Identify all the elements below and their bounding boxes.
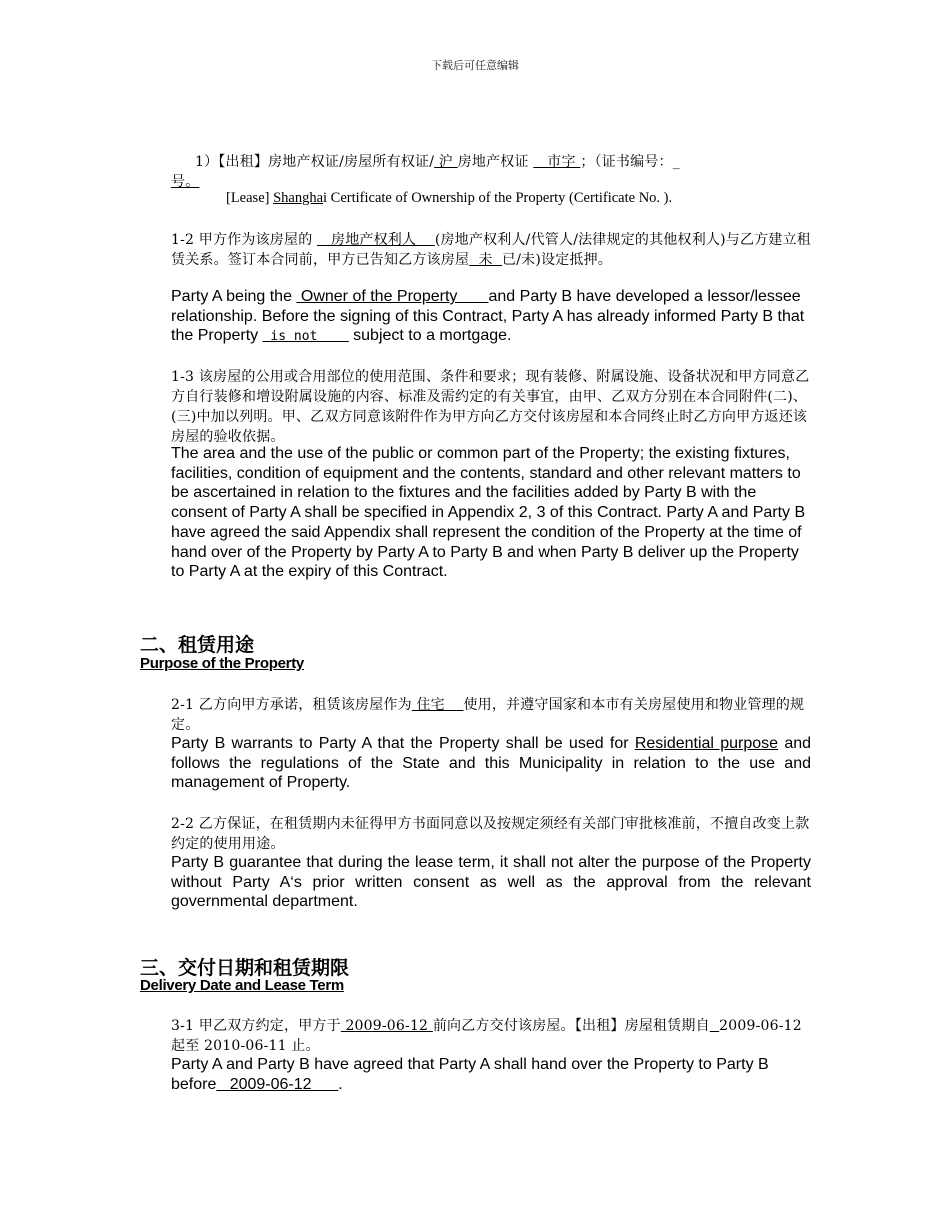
clause-1-2-en: Party A being the Owner of the Property and Party B have developed a lessor/lessee relationship. Before the signing of this Contract, Party A has already informed Party B that the Property is not subject to a mortgage.	[171, 288, 805, 345]
clause-2-1-cn: 2-1 乙方向甲方承诺，租赁该房屋作为 住宅 使用，并遵守国家和本市有关房屋使用和物业管理的规定。	[171, 697, 805, 733]
clause-1-2-cn: 1-2 甲方作为该房屋的 房地产权利人 (房地产权利人/代管人/法律规定的其他权利人)与乙方建立租赁关系。签订本合同前，甲方已告知乙方该房屋 未 已/未)设定抵押。	[171, 232, 811, 268]
clause-2-2-en: Party B guarantee that during the lease term, it shall not alter the purpose of the Property without Party A‘s prior written consent as well as the approval from the relevant governmental department.	[171, 854, 811, 911]
clause-1-3-en: The area and the use of the public or common part of the Property; the existing fixtures, facilities, condition of equipment and the contents, standard and other relevant matters to be ascertained in relation to the fixtures and the facilities added by Party B with the consent of Party A shall be specified in Appendix 2, 3 of this Contract. Party A and Party B have agreed the said Appendix shall represent the condition of the Property at the time of hand over of the Property by Party A to Party B and when Party B deliver up the Property to Party A at the expiry of this Contract.	[171, 445, 806, 581]
section-2-title: 二、租赁用途	[140, 634, 255, 656]
page-header: 下载后可任意编辑	[431, 59, 519, 72]
clause-2-2-cn: 2-2 乙方保证，在租赁期内未征得甲方书面同意以及按规定须经有关部门审批核准前，不擅自改变上款约定的使用用途。	[171, 816, 810, 852]
section-3-subtitle: Delivery Date and Lease Term	[140, 977, 344, 994]
clause-1-1-cn-end: 号。	[171, 174, 200, 190]
clause-2-1-en: Party B warrants to Party A that the Property shall be used for Residential purpose and follows the regulations of the State and this Municipality in relation to the use and management of Property.	[171, 735, 812, 792]
clause-1-3-cn: 1-3 该房屋的公用或合用部位的使用范围、条件和要求；现有装修、附属设施、设备状况和甲方同意乙方自行装修和增设附属设施的内容、标准及需约定的有关事宜，由甲、乙双方分别在本合同附件(二)、(三)中加以列明。甲、乙双方同意该附件作为甲方向乙方交付该房屋和本合同终止时乙方向甲方返还该房屋的验收依据。	[171, 369, 810, 445]
clause-3-1-en: Party A and Party B have agreed that Party A shall hand over the Property to Party B before 2009-06-12 .	[171, 1056, 769, 1093]
section-2-subtitle: Purpose of the Property	[140, 655, 304, 672]
section-3-title: 三、交付日期和租赁期限	[140, 957, 350, 979]
clause-3-1-cn: 3-1 甲乙双方约定，甲方于 2009-06-12 前向乙方交付该房屋。【出租】房屋租赁期自 2009-06-12 起至 2010-06-11 止。	[171, 1018, 802, 1054]
clause-1-1-en: [Lease] Shanghai Certificate of Ownership of the Property (Certificate No. ).	[226, 190, 673, 206]
clause-1-1-cn: 1）【出租】房地产权证/房屋所有权证/ 沪 房地产权证 市字 ；（证书编号：_	[195, 154, 680, 170]
